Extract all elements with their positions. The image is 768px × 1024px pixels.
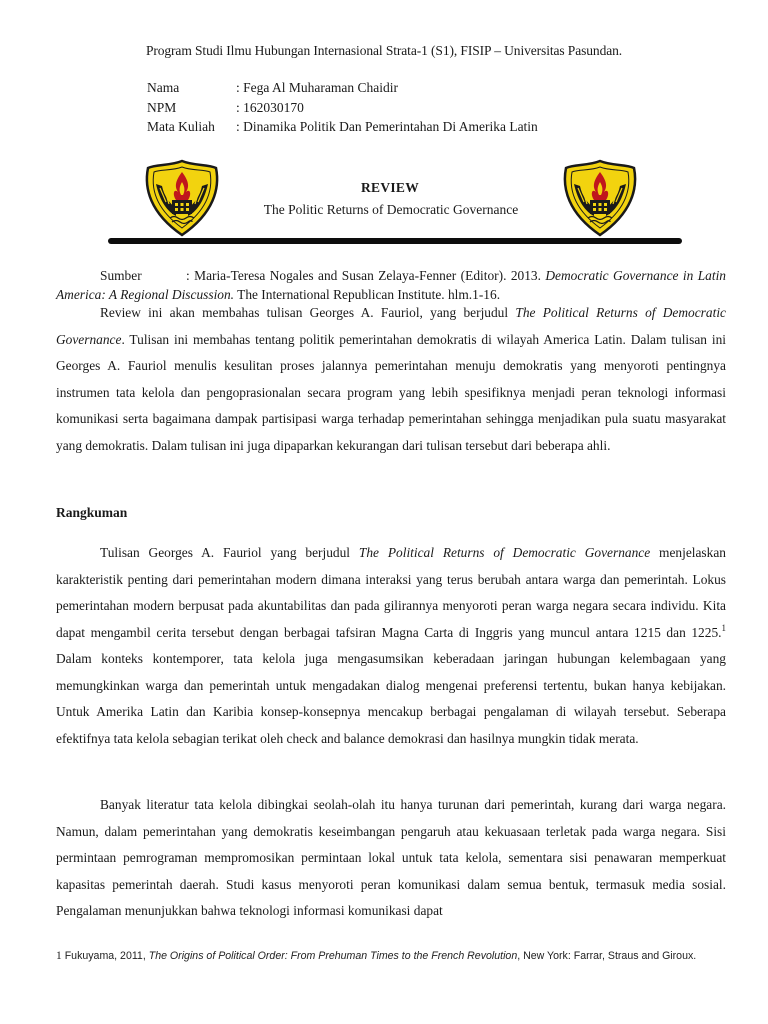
summary-paragraph-2: Banyak literatur tata kelola dibingkai seolah-olah itu hanya turunan dari pemerintah, kurang dari warga negara. Namun, dalam pemerintahan yang demokratis keseimbangan pengaruh atau kekuasaan terletak pada warga negara. Sisi permintaan pemrograman mempromosikan permintaan lokal untuk tata kelola, sementara sisi penawaran memperkuat kapasitas pemerintah daerah. Studi kasus menyoroti peran komunikasi dalam semua bentuk, termasuk media sosial. Pengalaman menunjukkan bahwa teknologi informasi komunikasi dapat [56, 797, 726, 918]
footnote [56, 949, 726, 964]
header-divider [108, 238, 682, 244]
identity-value: : Dinamika Politik Dan Pemerintahan Di Amerika Latin [236, 119, 538, 134]
source-label [56, 266, 186, 285]
section-heading-rangkuman: Rangkuman [56, 505, 128, 520]
university-emblem-icon [142, 158, 222, 238]
footnote-reference[interactable]: 1 [721, 622, 726, 633]
identity-label: Nama [147, 80, 180, 95]
university-emblem-icon [560, 158, 640, 238]
footnote-text-part2: , New York: Farrar, Straus and Giroux. [517, 950, 697, 962]
identity-label: Mata Kuliah [147, 119, 215, 134]
intro-text-part2: . Tulisan ini membahas tentang politik pemerintahan demokratis di wilayah America Latin. Dalam tulisan ini Georges A. Fauriol menulis kesulitan proses jalannya pemerintahan menuju demokratis yang menyoroti pentingnya instrumen tata kelola dan pengoprasionalan secara program yang lebih spesifiknya menjadi peran teknologi informasi komunikasi serta bagaimana dampak partisipasi warga terhadap pemerintahan sehingga menjadikan pula suatu masyarakat yang demokratis. Dalam tulisan ini juga dipaparkan kekurangan dari tulisan tersebut dari beberapa ahli. [56, 331, 726, 453]
source-colon: : [186, 268, 190, 283]
identity-row-npm [147, 98, 538, 118]
footnote-text-part1: Fukuyama, 2011, [64, 950, 146, 962]
institution-header: Program Studi Ilmu Hubungan Internasional Strata-1 (S1), FISIP – Universitas Pasundan. [145, 43, 623, 58]
summary-text-part2: menjelaskan karakteristik penting dari pemerintahan modern dimana interaksi yang terus berubah antara warga dan pemerintah. Lokus pemerintahan modern berpusat pada akuntabilitas dan pada gilirannya menyoroti peran warga negara secara individu. Kita dapat mengambil cerita tersebut dengan berbagai tafsiran Magna Carta di Inggris yang muncul antara 1215 dan 1225. [56, 545, 726, 640]
source-publisher: The International Republican Institute. hlm.1-16. [237, 287, 501, 302]
identity-value: : 162030170 [236, 99, 304, 115]
identity-value: : Fega Al Muharaman Chaidir [236, 80, 398, 95]
footnote-number: 1 [56, 950, 62, 962]
student-identity [147, 78, 538, 137]
source-citation [56, 266, 726, 304]
intro-text-part1: Review ini akan membahas tulisan Georges A. Fauriol, yang berjudul [100, 305, 509, 320]
summary-paragraph-1 [56, 540, 726, 752]
source-book-title: Democratic Governance in Latin America: A Regional Discussion. [56, 268, 726, 302]
identity-row-course [147, 117, 538, 137]
intro-article-title: The Political Returns of Democratic Governance [56, 305, 726, 347]
summary-text-part1: Tulisan Georges A. Fauriol yang berjudul [100, 545, 351, 560]
source-label-text: Sumber [100, 268, 142, 283]
summary-article-title: The Political Returns of Democratic Governance [358, 545, 651, 560]
review-title: REVIEW [360, 180, 420, 195]
identity-row-name [147, 78, 538, 98]
identity-label: NPM [147, 99, 177, 115]
source-authors: Maria-Teresa Nogales and Susan Zelaya-Fenner (Editor). 2013. [194, 268, 541, 283]
summary-text-part3: Dalam konteks kontemporer, tata kelola juga mengasumsikan keberadaan jaringan hubungan kelembagaan yang memungkinkan warga dan pemerintah untuk mengadakan dialog mengenai preferensi tertentu, bukan hanya kebijakan. Untuk Amerika Latin dan Karibia konsep-konsepnya mencakup berbagai pengalaman di wilayah tersebut. Seberapa efektifnya tata kelola sebagian terikat oleh check and balance demokrasi dan hasilnya mungkin tidak merata. [56, 651, 726, 746]
review-subtitle: The Politic Returns of Democratic Governance [263, 202, 519, 217]
footnote-book-title: The Origins of Political Order: From Prehuman Times to the French Revolution [148, 950, 518, 962]
intro-paragraph [56, 300, 726, 459]
